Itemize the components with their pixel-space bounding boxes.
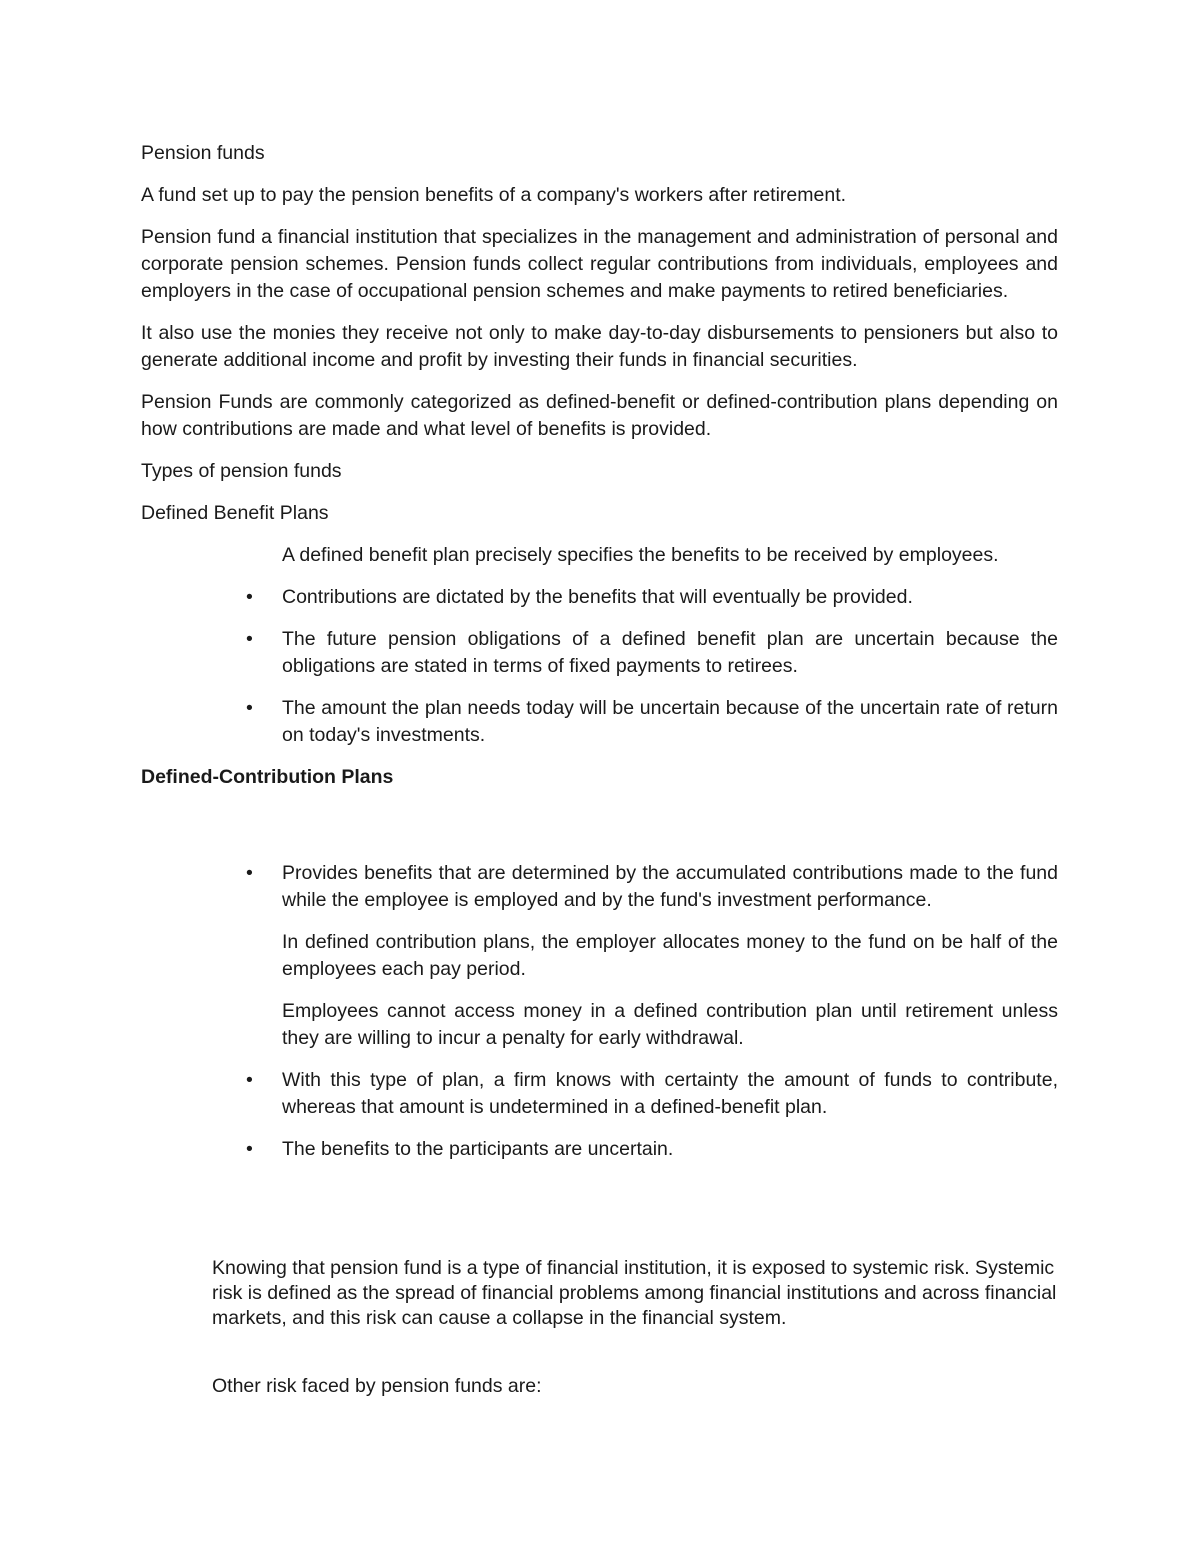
body-paragraph: Pension fund a financial institution that specializes in the management and administration of personal and corporate pension schemes. Pension funds collect regular contributions from individuals, employees and employers in the case of occupational pension schemes and make payments to retired beneficiaries.: [141, 226, 1058, 302]
list-item-text: Provides benefits that are determined by the accumulated contributions made to the fund while the employee is employed and by the fund's investment performance.: [282, 862, 1058, 911]
list-item: [141, 584, 1058, 611]
bullet-icon: •: [246, 1069, 253, 1091]
bullet-icon: •: [246, 862, 253, 884]
definition-paragraph: A fund set up to pay the pension benefits of a company's workers after retirement.: [141, 184, 847, 206]
bullet-icon: •: [246, 628, 253, 650]
bullet-icon: •: [246, 697, 253, 719]
list-item: [141, 1067, 1058, 1121]
list-item: [141, 626, 1058, 680]
list-item: [141, 1136, 1058, 1163]
bullet-icon: •: [246, 1138, 253, 1160]
other-risk-paragraph: Other risk faced by pension funds are:: [212, 1375, 542, 1397]
list-item-text: The future pension obligations of a defined benefit plan are uncertain because the obligations are stated in terms of fixed payments to retirees.: [282, 628, 1058, 677]
risk-section: [212, 1256, 1060, 1399]
list-item-text: Contributions are dictated by the benefits that will eventually be provided.: [282, 586, 913, 608]
systemic-risk-paragraph: Knowing that pension fund is a type of financial institution, it is exposed to systemic risk. Systemic risk is defined as the spread of financial problems among financial institutions and across financial markets, and this risk can cause a collapse in the financial system.: [212, 1257, 1057, 1329]
list-sub-paragraph: Employees cannot access money in a defined contribution plan until retirement unless they are willing to incur a penalty for early withdrawal.: [282, 1000, 1058, 1049]
body-paragraph: It also use the monies they receive not only to make day-to-day disbursements to pensioners but also to generate additional income and profit by investing their funds in financial securities.: [141, 322, 1058, 371]
types-heading: Types of pension funds: [141, 460, 342, 482]
document-title: Pension funds: [141, 142, 265, 164]
list-sub-paragraph: In defined contribution plans, the employer allocates money to the fund on be half of the employees each pay period.: [282, 931, 1058, 980]
list-item-text: With this type of plan, a firm knows with certainty the amount of funds to contribute, whereas that amount is undetermined in a defined-benefit plan.: [282, 1069, 1058, 1118]
defined-contribution-heading: Defined-Contribution Plans: [141, 766, 394, 788]
defined-benefit-intro: A defined benefit plan precisely specifies the benefits to be received by employees.: [282, 544, 999, 566]
list-item: [141, 695, 1058, 749]
body-paragraph: Pension Funds are commonly categorized as defined-benefit or defined-contribution plans depending on how contributions are made and what level of benefits is provided.: [141, 391, 1058, 440]
list-item-text: The amount the plan needs today will be uncertain because of the uncertain rate of return on today's investments.: [282, 697, 1058, 746]
list-item-text: The benefits to the participants are uncertain.: [282, 1138, 674, 1160]
list-item: [141, 860, 1058, 914]
document-body: [141, 140, 1058, 1178]
bullet-icon: •: [246, 586, 253, 608]
defined-benefit-heading: Defined Benefit Plans: [141, 502, 329, 524]
